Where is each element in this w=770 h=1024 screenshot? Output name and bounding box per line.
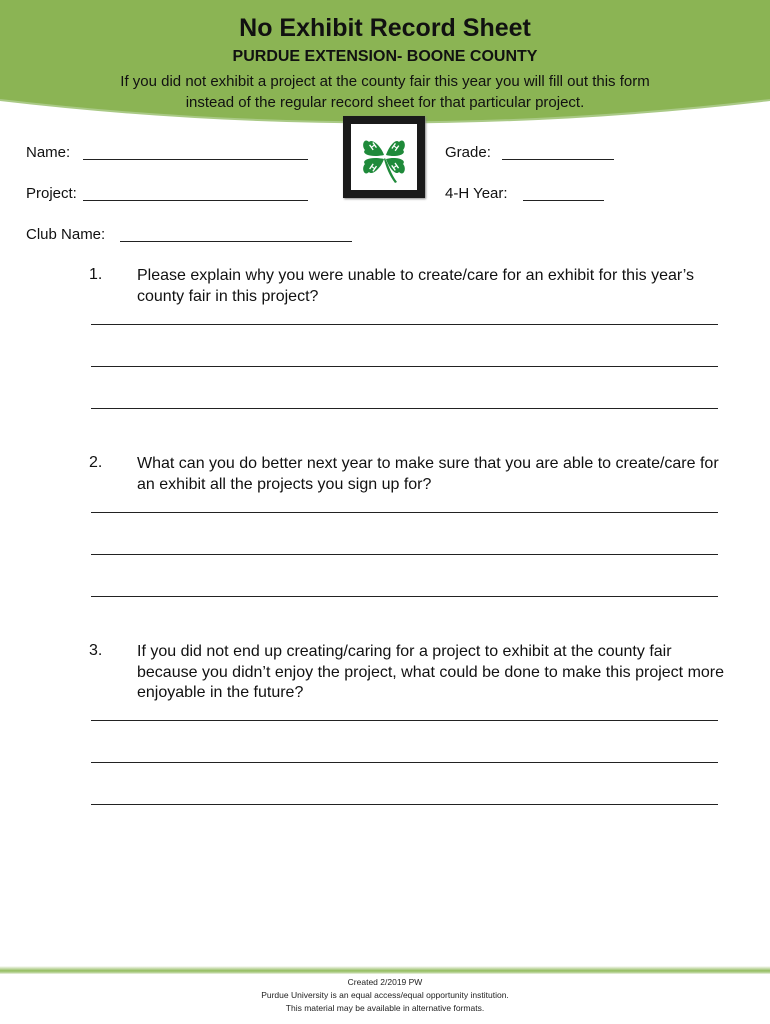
- answer-line[interactable]: [91, 762, 718, 763]
- page-subtitle: PURDUE EXTENSION- BOONE COUNTY: [232, 48, 538, 65]
- svg-text:H: H: [389, 160, 401, 173]
- question-number: 1.: [89, 266, 103, 283]
- svg-text:H: H: [367, 161, 379, 174]
- svg-text:H: H: [389, 141, 401, 154]
- question-text: If you did not end up creating/caring for a project to exhibit at the county fair because you didn’t enjoy the project, what could be done to make this project more enjoyable in the future?: [137, 643, 725, 701]
- question-text: Please explain why you were unable to create/care for an exhibit for this year’s county fair in this project?: [137, 267, 695, 305]
- question-text: What can you do better next year to make sure that you are able to create/care for an exhibit all the projects you sign up for?: [137, 455, 719, 493]
- answer-line[interactable]: [91, 408, 718, 409]
- created-note: Created 2/2019 PW: [347, 977, 423, 987]
- alt-formats-note: This material may be available in alternative formats.: [285, 1003, 485, 1013]
- grade-field[interactable]: [502, 159, 614, 160]
- question-number: 2.: [89, 454, 103, 471]
- equal-access-note: Purdue University is an equal access/equal opportunity institution.: [261, 990, 509, 1000]
- answer-line[interactable]: [91, 720, 718, 721]
- answer-line[interactable]: [91, 512, 718, 513]
- question-number: 3.: [89, 642, 103, 659]
- 4h-year-label: 4-H Year:: [445, 185, 508, 202]
- project-field[interactable]: [83, 200, 308, 201]
- logo-frame: [343, 116, 425, 198]
- footer: [0, 976, 770, 1015]
- grade-label: Grade:: [445, 144, 491, 161]
- name-label: Name:: [26, 144, 71, 161]
- answer-line[interactable]: [91, 804, 718, 805]
- page-title: No Exhibit Record Sheet: [239, 14, 531, 42]
- answer-line[interactable]: [91, 324, 718, 325]
- intro-text: If you did not exhibit a project at the county fair this year you will fill out this form instead of the regular record sheet for that particular project.: [120, 73, 650, 111]
- 4h-year-field[interactable]: [523, 200, 604, 201]
- answer-line[interactable]: [91, 554, 718, 555]
- answer-line[interactable]: [91, 366, 718, 367]
- footer-divider: [0, 966, 770, 974]
- club-name-label: Club Name:: [26, 226, 106, 243]
- project-label: Project:: [26, 185, 77, 202]
- answer-line[interactable]: [91, 596, 718, 597]
- club-name-field[interactable]: [120, 241, 352, 242]
- 4-h-clover-icon: [351, 124, 417, 190]
- name-field[interactable]: [83, 159, 308, 160]
- svg-text:H: H: [367, 140, 379, 153]
